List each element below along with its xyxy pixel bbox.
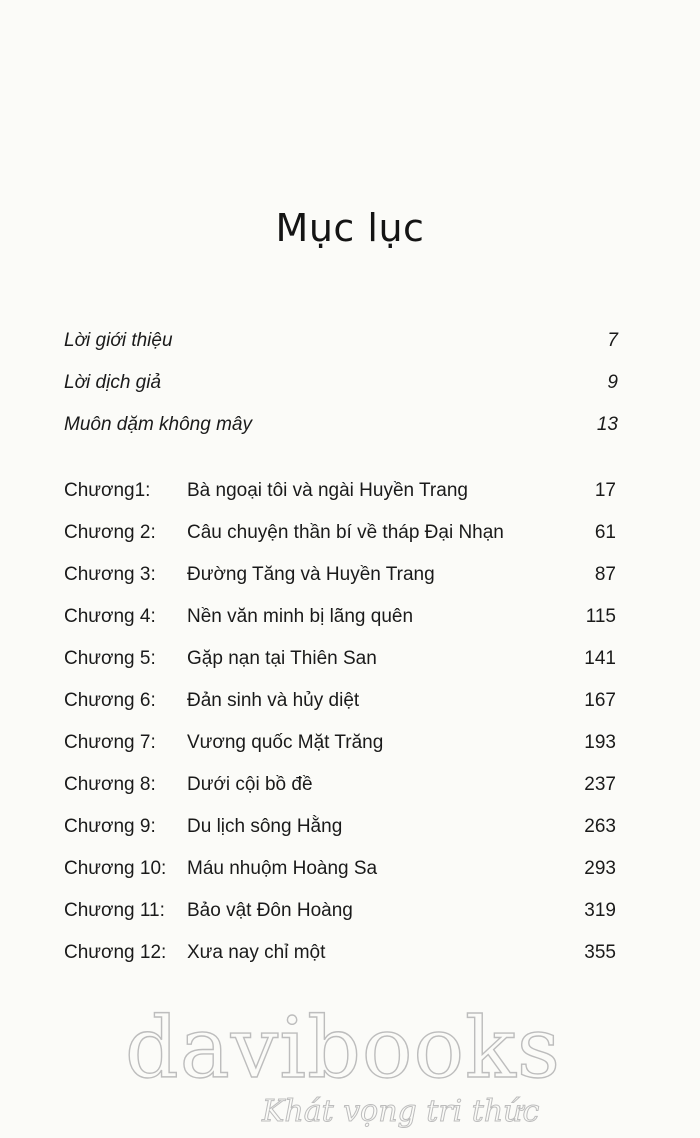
chapter-number: Chương 12:	[64, 942, 167, 963]
chapter-page: 61	[594, 522, 616, 543]
front-matter-label: Lời dịch giả	[64, 372, 162, 393]
chapter-page: 193	[584, 732, 616, 753]
chapter-number: Chương 11:	[64, 900, 165, 921]
watermark	[0, 999, 700, 1129]
chapter-page: 87	[594, 564, 616, 585]
chapter-number: Chương 6:	[64, 690, 156, 711]
chapter-row	[0, 518, 700, 548]
chapter-title: Gặp nạn tại Thiên San	[187, 648, 377, 669]
chapter-title: Du lịch sông Hằng	[187, 816, 343, 837]
chapter-row	[0, 938, 700, 968]
front-matter-page: 7	[607, 330, 618, 351]
chapter-number: Chương1:	[64, 480, 151, 501]
chapter-page: 293	[584, 858, 616, 879]
chapter-page: 237	[584, 774, 616, 795]
front-matter-item	[0, 410, 700, 440]
page-title: Mục lục	[275, 206, 425, 250]
chapter-page: 141	[584, 648, 616, 669]
chapter-title: Đường Tăng và Huyền Trang	[187, 564, 435, 585]
chapter-page: 319	[584, 900, 616, 921]
chapter-row	[0, 770, 700, 800]
chapter-row	[0, 728, 700, 758]
chapter-page: 17	[594, 480, 616, 501]
chapter-number: Chương 9:	[64, 816, 156, 837]
chapter-title: Máu nhuộm Hoàng Sa	[187, 858, 378, 879]
chapter-title: Nền văn minh bị lãng quên	[187, 606, 414, 627]
chapter-row	[0, 560, 700, 590]
chapter-title: Bà ngoại tôi và ngài Huyền Trang	[187, 480, 468, 501]
chapter-number: Chương 3:	[64, 564, 156, 585]
chapter-row	[0, 476, 700, 506]
chapter-page: 167	[584, 690, 616, 711]
chapter-number: Chương 5:	[64, 648, 156, 669]
front-matter-label: Lời giới thiệu	[64, 330, 173, 351]
chapter-page: 115	[585, 606, 616, 627]
chapter-title: Câu chuyện thần bí về tháp Đại Nhạn	[187, 522, 504, 543]
chapter-row	[0, 854, 700, 884]
front-matter-label: Muôn dặm không mây	[64, 414, 252, 435]
watermark-brand: davibooks	[124, 999, 562, 1097]
chapter-title: Bảo vật Đôn Hoàng	[187, 900, 353, 921]
chapter-number: Chương 10:	[64, 858, 167, 879]
front-matter-item	[0, 326, 700, 356]
chapter-row	[0, 812, 700, 842]
chapter-title: Vương quốc Mặt Trăng	[187, 732, 384, 753]
chapter-page: 263	[584, 816, 616, 837]
chapter-number: Chương 8:	[64, 774, 156, 795]
chapter-number: Chương 2:	[64, 522, 156, 543]
front-matter-page: 9	[607, 372, 618, 393]
front-matter-item	[0, 368, 700, 398]
chapter-title: Đản sinh và hủy diệt	[187, 690, 360, 711]
chapter-row	[0, 686, 700, 716]
front-matter-page: 13	[596, 414, 618, 435]
chapter-title: Dưới cội bồ đề	[187, 774, 313, 795]
chapter-number: Chương 7:	[64, 732, 156, 753]
chapter-title: Xưa nay chỉ một	[187, 942, 326, 963]
chapter-number: Chương 4:	[64, 606, 156, 627]
chapter-row	[0, 602, 700, 632]
chapter-page: 355	[584, 942, 616, 963]
chapter-row	[0, 896, 700, 926]
chapter-row	[0, 644, 700, 674]
watermark-tagline: Khát vọng tri thức	[262, 1094, 540, 1129]
